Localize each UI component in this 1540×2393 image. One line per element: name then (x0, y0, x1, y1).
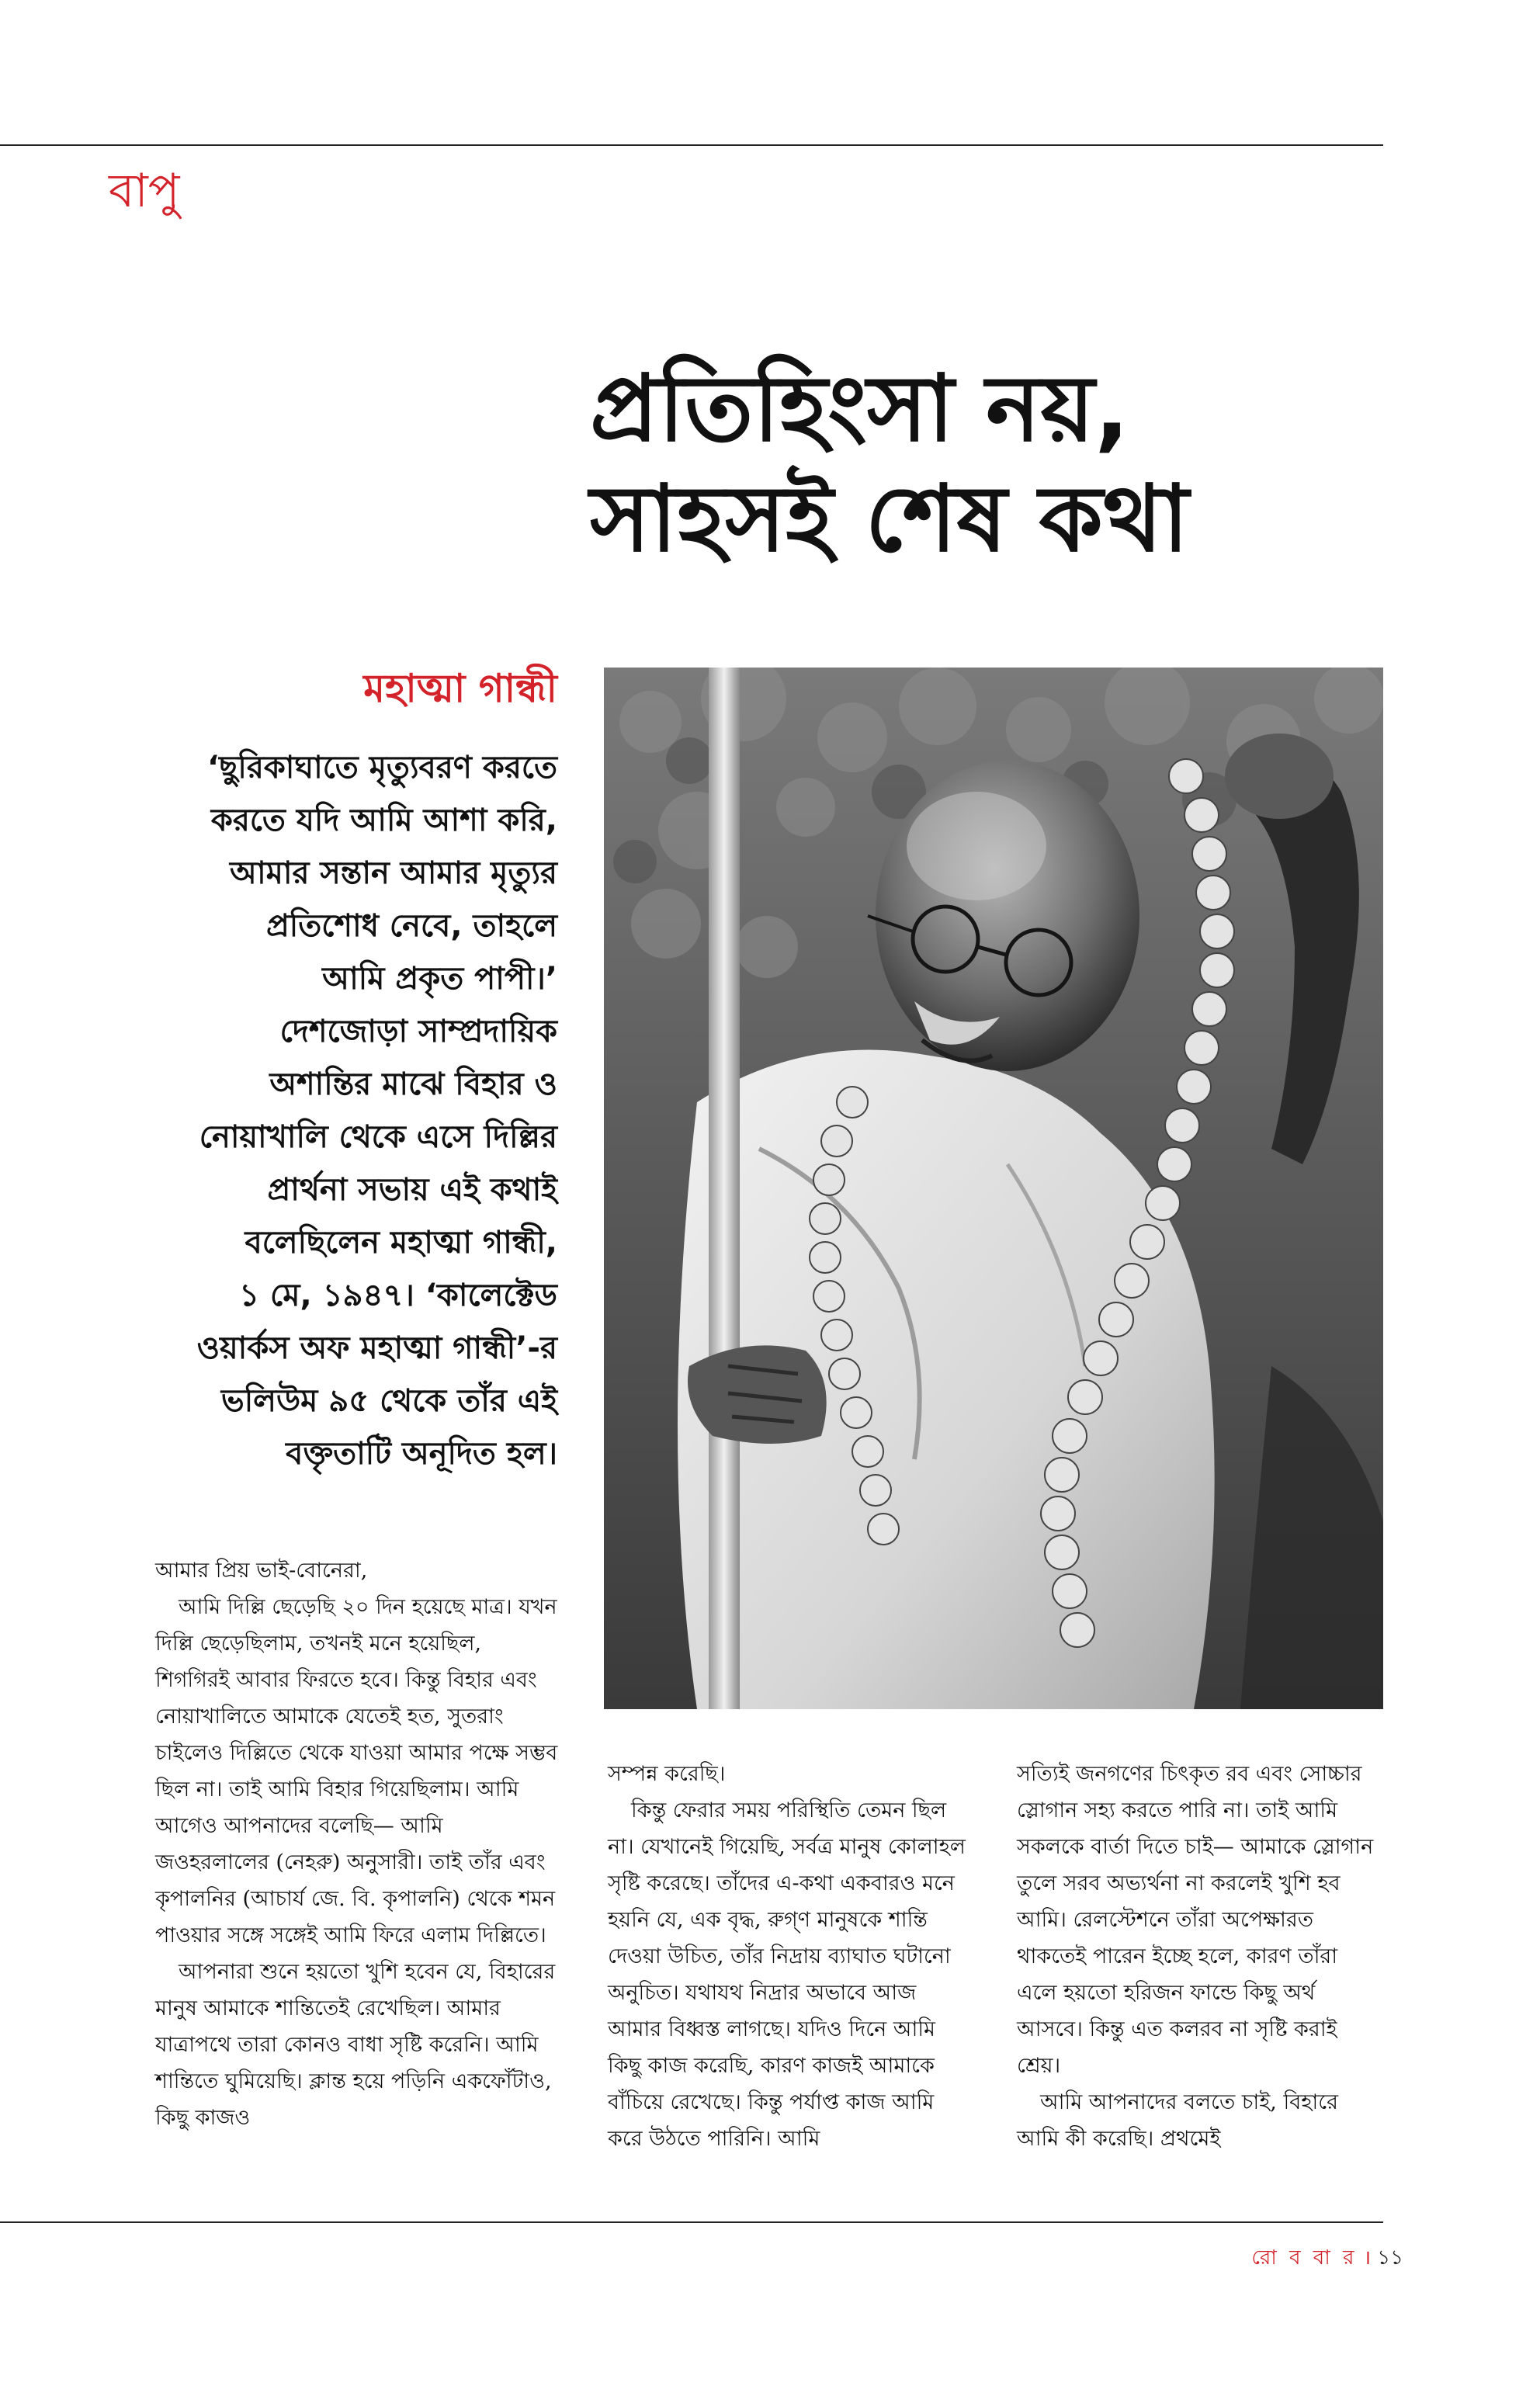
footer-separator: । (1363, 2246, 1372, 2270)
body-column-3 (1017, 1756, 1382, 2157)
paragraph: আপনারা শুনে হয়তো খুশি হবেন যে, বিহারের মানুষ আমাকে শান্তিতেই রেখেছিল। আমার যাত্রাপথে তারা কোনও বাধা সৃষ্টি করেনি। আমি শান্তিতে ঘুমিয়েছি। ক্লান্ত হয়ে পড়িনি একফোঁটাও, কিছু কাজও (155, 1960, 556, 2130)
paragraph: সত্যিই জনগণের চিৎকৃত রব এবং সোচ্চার স্লোগান সহ্য করতে পারি না। তাই আমি সকলকে বার্তা দিতে চাই— আমাকে স্লোগান তুলে সরব অভ্যর্থনা না করলেই খুশি হব আমি। রেলস্টেশনে তাঁরা অপেক্ষারত থাকতেই পারেন ইচ্ছে হলে, কারণ তাঁরা এলে হয়তো হরিজন ফান্ডে কিছু অর্থ আসবে। কিন্তু এত কলরব না সৃষ্টি করাই শ্রেয়। (1017, 1762, 1374, 2078)
intro-line: প্রার্থনা সভায় এই কথাই (267, 1172, 557, 1208)
paragraph: সম্পন্ন করেছি। (608, 1762, 726, 1786)
section-label: বাপু (109, 164, 180, 218)
intro-line: ওয়ার্কস অফ মহাত্মা গান্ধী’-র (196, 1330, 557, 1366)
paragraph: কিন্তু ফেরার সময় পরিস্থিতি তেমন ছিল না। যেখানেই গিয়েছি, সর্বত্র মানুষ কোলাহল সৃষ্টি করেছে। তাঁদের এ-কথা একবারও মনে হয়নি যে, এক বৃদ্ধ, রুগ্‌ণ মানুষকে শান্তি দেওয়া উচিত, তাঁর নিদ্রায় ব্যাঘাত ঘটানো অনুচিত। যথাযথ নিদ্রার অভাবে আজ আমার বিধ্বস্ত লাগছে। যদিও দিনে আমি কিছু কাজ করেছি, কারণ কাজই আমাকে বাঁচিয়ে রেখেছে। কিন্তু পর্যাপ্ত কাজ আমি করে উঠতে পারিনি। আমি (608, 1798, 966, 2151)
intro-line: ‘ছুরিকাঘাতে মৃত্যুবরণ করতে (206, 750, 557, 786)
paragraph: আমি আপনাদের বলতে চাই, বিহারে আমি কী করেছি। প্রথমেই (1017, 2090, 1338, 2151)
top-rule (0, 144, 1383, 146)
intro-line: করতে যদি আমি আশা করি, (210, 803, 557, 838)
paragraph: আমি দিল্লি ছেড়েছি ২০ দিন হয়েছে মাত্র। যখন দিল্লি ছেড়েছিলাম, তখনই মনে হয়েছিল, শিগগিরই আবার ফিরতে হবে। কিন্তু বিহার এবং নোয়াখালিতে আমাকে যেতেই হত, সুতরাং চাইলেও দিল্লিতে থেকে যাওয়া আমার পক্ষে সম্ভব ছিল না। তাই আমি বিহার গিয়েছিলাম। আমি আগেও আপনাদের বলেছি— আমি জওহরলালের (নেহরু) অনুসারী। তাই তাঁর এবং কৃপালনির (আচার্য জে. বি. কৃপালনি) থেকে শমন পাওয়ার সঙ্গে সঙ্গেই আমি ফিরে এলাম দিল্লিতে। (155, 1595, 558, 1947)
bottom-rule (0, 2221, 1383, 2223)
magazine-name: রো ব বা র (1251, 2246, 1358, 2270)
intro-line: ১ মে, ১৯৪৭। ‘কালেক্টেড (239, 1278, 557, 1313)
intro-line: দেশজোড়া সাম্প্রদায়িক (279, 1014, 557, 1049)
headline-line-1: প্রতিহিংসা নয়, (590, 355, 1129, 462)
intro-line: নোয়াখালি থেকে এসে দিল্লির (199, 1119, 557, 1155)
intro-line: ভলিউম ৯৫ থেকে তাঁর এই (220, 1383, 557, 1419)
page-number: ১১ (1377, 2246, 1403, 2270)
intro-line: অশান্তির মাঝে বিহার ও (269, 1066, 557, 1102)
page-footer (1251, 2242, 1403, 2276)
body-column-2 (608, 1756, 973, 2157)
intro-line: প্রতিশোধ নেবে, তাহলে (265, 908, 557, 944)
headline-line-2: সাহসই শেষ কথা (590, 465, 1189, 572)
author-name: মহাত্মা গান্ধী (363, 666, 557, 711)
intro-line: আমি প্রকৃত পাপী।’ (322, 961, 557, 997)
headline (590, 353, 1444, 574)
salutation: আমার প্রিয় ভাই-বোনেরা, (155, 1559, 368, 1583)
intro-line: বক্তৃতাটি অনূদিত হল। (286, 1436, 557, 1472)
intro-line: বলেছিলেন মহাত্মা গান্ধী, (245, 1225, 557, 1261)
gandhi-photo (604, 668, 1383, 1709)
intro-text (85, 741, 557, 1480)
intro-line: আমার সন্তান আমার মৃত্যুর (229, 855, 557, 891)
body-column-1 (155, 1552, 559, 2136)
